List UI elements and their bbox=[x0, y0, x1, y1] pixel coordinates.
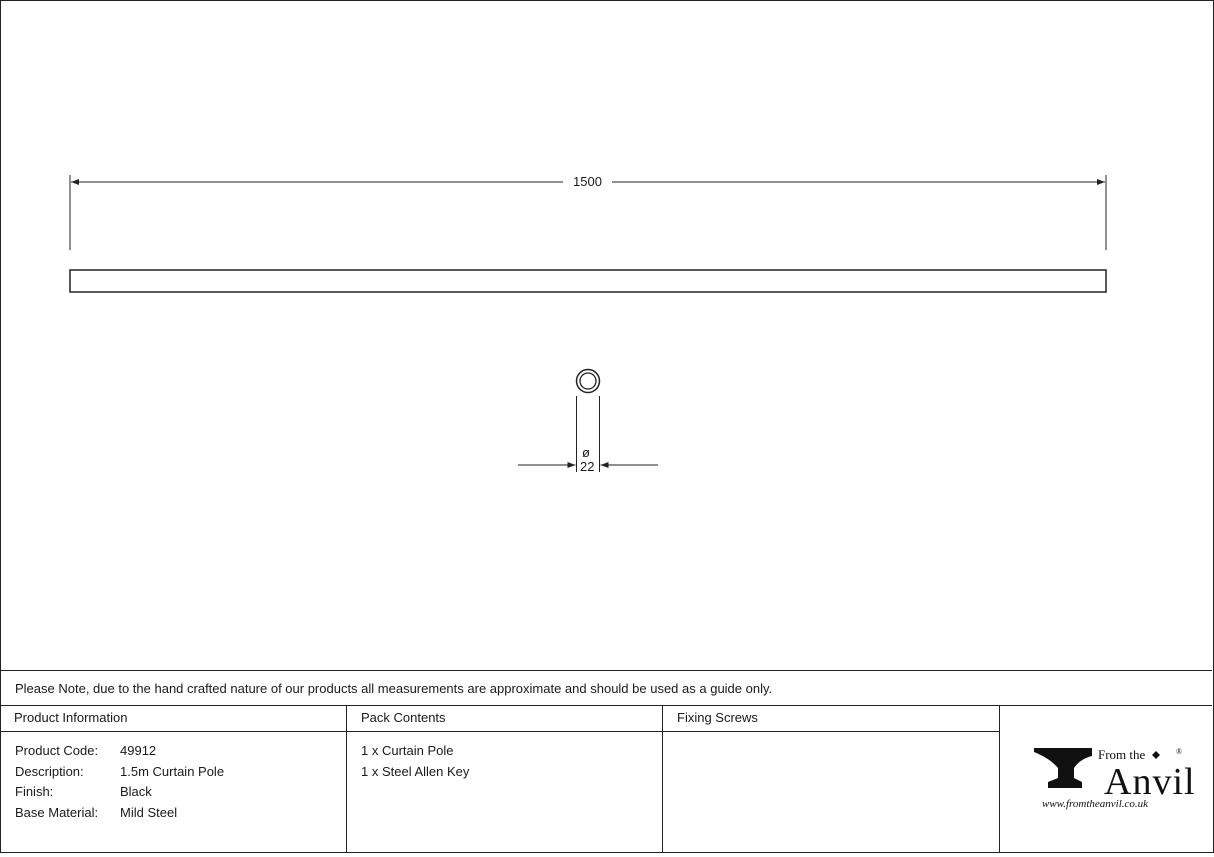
logo-brand: Anvil bbox=[1104, 761, 1196, 803]
pack-contents-title: Pack Contents bbox=[361, 710, 446, 725]
pole-end-inner bbox=[580, 373, 596, 389]
anvil-logo-graphic bbox=[1000, 706, 1212, 852]
product-info-rows bbox=[15, 741, 224, 823]
finish-label: Finish: bbox=[15, 784, 54, 799]
base-material-label: Base Material: bbox=[15, 804, 99, 820]
description-value: 1.5m Curtain Pole bbox=[120, 763, 225, 779]
base-material-value: Mild Steel bbox=[120, 804, 178, 820]
info-table bbox=[0, 706, 1212, 852]
from-the-anvil-logo bbox=[1000, 706, 1212, 852]
finish-row bbox=[15, 782, 224, 803]
pack-contents-column bbox=[347, 706, 663, 852]
logo-url: www.fromtheanvil.co.uk bbox=[1042, 798, 1149, 810]
product-info-header bbox=[0, 706, 346, 732]
product-info-column bbox=[0, 706, 347, 852]
anvil-icon bbox=[1034, 748, 1092, 788]
pack-contents-list bbox=[361, 741, 469, 782]
fixing-screws-header bbox=[663, 706, 999, 732]
length-dimension-label: 1500 bbox=[570, 174, 605, 190]
pack-item: 1 x Curtain Pole bbox=[361, 743, 454, 758]
disclaimer-text: Please Note, due to the hand crafted nature of our products all measurements are approximate and should be used as a guide only. bbox=[15, 681, 773, 696]
logo-registered: ® bbox=[1176, 747, 1183, 756]
description-label: Description: bbox=[15, 763, 84, 779]
pack-contents-header bbox=[347, 706, 662, 732]
logo-from-the: From the bbox=[1098, 747, 1146, 762]
product-code-label: Product Code: bbox=[15, 743, 99, 758]
diameter-label: 22 bbox=[580, 459, 595, 474]
fixing-screws-title: Fixing Screws bbox=[677, 710, 758, 725]
diameter-symbol: ø bbox=[582, 445, 590, 460]
disclaimer-note bbox=[0, 670, 1212, 706]
description-row bbox=[15, 762, 224, 783]
fixing-screws-column bbox=[663, 706, 1000, 852]
product-code-row bbox=[15, 741, 224, 762]
base-material-row bbox=[15, 803, 224, 824]
product-info-title: Product Information bbox=[14, 710, 128, 725]
product-code-value: 49912 bbox=[120, 743, 157, 758]
finish-value: Black bbox=[120, 784, 152, 799]
diamond-ornament bbox=[1152, 751, 1160, 759]
pack-item: 1 x Steel Allen Key bbox=[361, 763, 470, 779]
pole-side-view bbox=[70, 270, 1106, 292]
